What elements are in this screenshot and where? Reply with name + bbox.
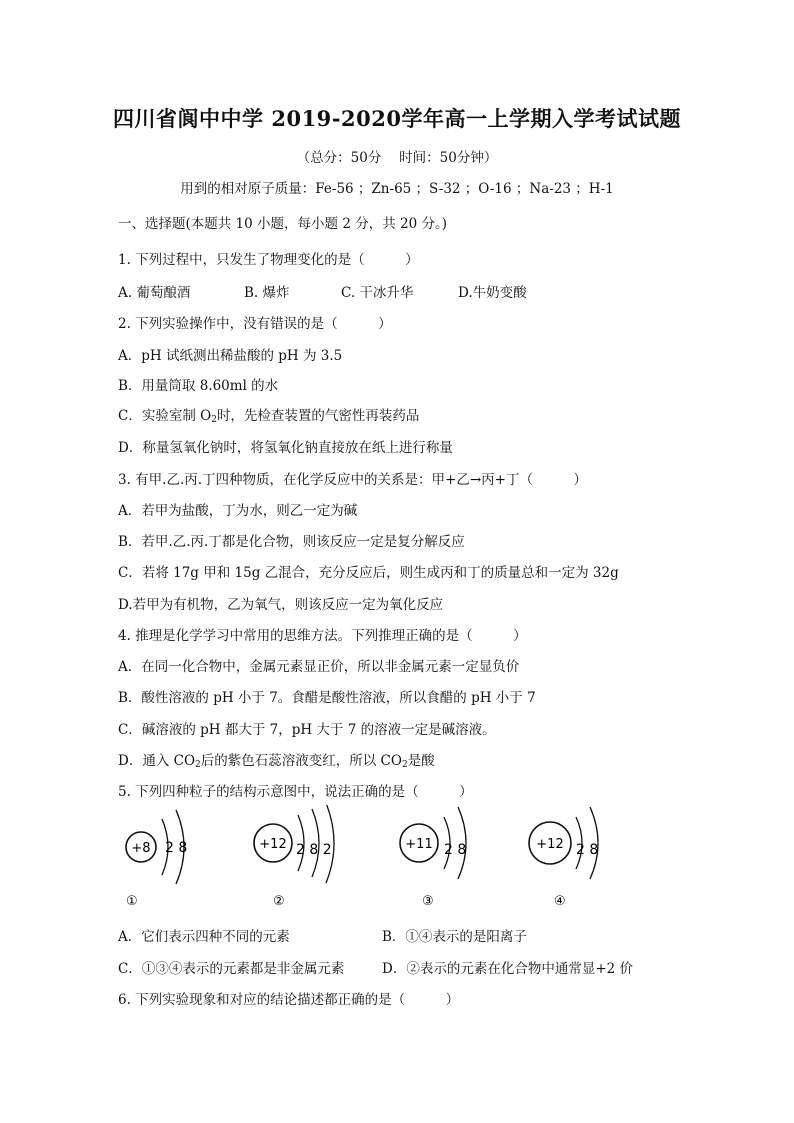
question-5-options-row2 xyxy=(118,957,633,977)
particle-label: ① xyxy=(126,894,138,909)
section-heading: 一、选择题(本题共 10 小题，每小题 2 分，共 20 分。) xyxy=(118,216,447,232)
particle-4-diagram xyxy=(529,807,598,909)
electron-shells: 2 8 xyxy=(576,842,599,858)
question-6-stem: 6. 下列实验现象和对应的结论描述都正确的是（ ） xyxy=(118,992,460,1008)
particle-2-diagram xyxy=(254,805,334,909)
question-5-stem: 5. 下列四种粒子的结构示意图中，说法正确的是（ ） xyxy=(118,784,473,800)
question-1-options xyxy=(118,281,527,301)
option-c: C．若将 17g 甲和 15g 乙混合，充分反应后，则生成丙和丁的质量总和一定为 32g xyxy=(118,565,619,581)
option-b: B．酸性溶液的 pH 小于 7。食醋是酸性溶液，所以食醋的 pH 小于 7 xyxy=(118,690,536,706)
option-c: C．碱溶液的 pH 都大于 7，pH 大于 7 的溶液一定是碱溶液。 xyxy=(118,722,496,738)
nucleus-charge: +12 xyxy=(536,837,564,852)
electron-shells: 2 8 2 xyxy=(296,842,332,858)
option-b: B．若甲.乙.丙.丁都是化合物，则该反应一定是复分解反应 xyxy=(118,534,465,550)
atom-structure-diagrams xyxy=(110,805,630,915)
nucleus-charge: +12 xyxy=(259,837,287,852)
electron-shells: 2 8 xyxy=(165,840,188,856)
option-a: A．在同一化合物中，金属元素显正价，所以非金属元素一定显负价 xyxy=(118,659,520,675)
particle-label: ② xyxy=(273,894,285,909)
option-c: C．实验室制 $O_2$时，先检查装置的气密性再装药品 xyxy=(118,408,420,425)
option-a: A. 葡萄酿酒 xyxy=(118,285,191,301)
question-2-stem: 2. 下列实验操作中，没有错误的是（ ） xyxy=(118,316,392,332)
question-5-options-row1 xyxy=(118,925,527,945)
option-b: B．用量筒取 8.60ml 的水 xyxy=(118,378,279,394)
option-b: B. 爆炸 xyxy=(244,285,290,301)
question-3-stem: 3. 有甲.乙.丙.丁四种物质，在化学反应中的关系是：甲+乙→丙+丁（ ） xyxy=(118,472,587,488)
option-d: D．②表示的元素在化合物中通常显+2 价 xyxy=(382,961,634,977)
exam-info: （总分：50分 时间：50分钟） xyxy=(296,150,498,166)
particle-3-diagram xyxy=(400,807,466,909)
particle-label: ③ xyxy=(422,894,434,909)
particle-label: ④ xyxy=(554,894,566,909)
option-c: C．①③④表示的元素都是非金属元素 xyxy=(118,961,345,977)
particle-1-diagram xyxy=(126,810,187,909)
option-d: D.牛奶变酸 xyxy=(458,285,527,301)
page-title: 四川省阆中中学 2019-2020学年高一上学期入学考试试题 xyxy=(113,106,681,131)
option-d: D．通入 $CO_2$后的紫色石蕊溶液变红，所以 $CO_2$是酸 xyxy=(118,753,435,770)
option-d: D．称量氢氧化钠时，将氢氧化钠直接放在纸上进行称量 xyxy=(118,440,453,456)
option-a: A．它们表示四种不同的元素 xyxy=(118,929,290,945)
question-1-stem: 1. 下列过程中，只发生了物理变化的是（ ） xyxy=(118,252,419,268)
option-a: A．pH 试纸测出稀盐酸的 pH 为 3.5 xyxy=(118,348,343,364)
atomic-masses: 用到的相对原子质量：Fe-56 ；Zn-65 ；S-32 ；O-16 ；Na-23 ；H-1 xyxy=(180,181,614,197)
option-d: D.若甲为有机物，乙为氧气，则该反应一定为氧化反应 xyxy=(118,597,444,613)
option-a: A．若甲为盐酸，丁为水，则乙一定为碱 xyxy=(118,503,358,519)
electron-shells: 2 8 xyxy=(444,842,467,858)
question-4-stem: 4. 推理是化学学习中常用的思维方法。下列推理正确的是（ ） xyxy=(118,628,527,644)
option-b: B．①④表示的是阳离子 xyxy=(382,929,527,945)
nucleus-charge: +11 xyxy=(405,837,433,852)
nucleus-charge: +8 xyxy=(131,841,151,856)
option-c: C. 干冰升华 xyxy=(341,285,414,301)
